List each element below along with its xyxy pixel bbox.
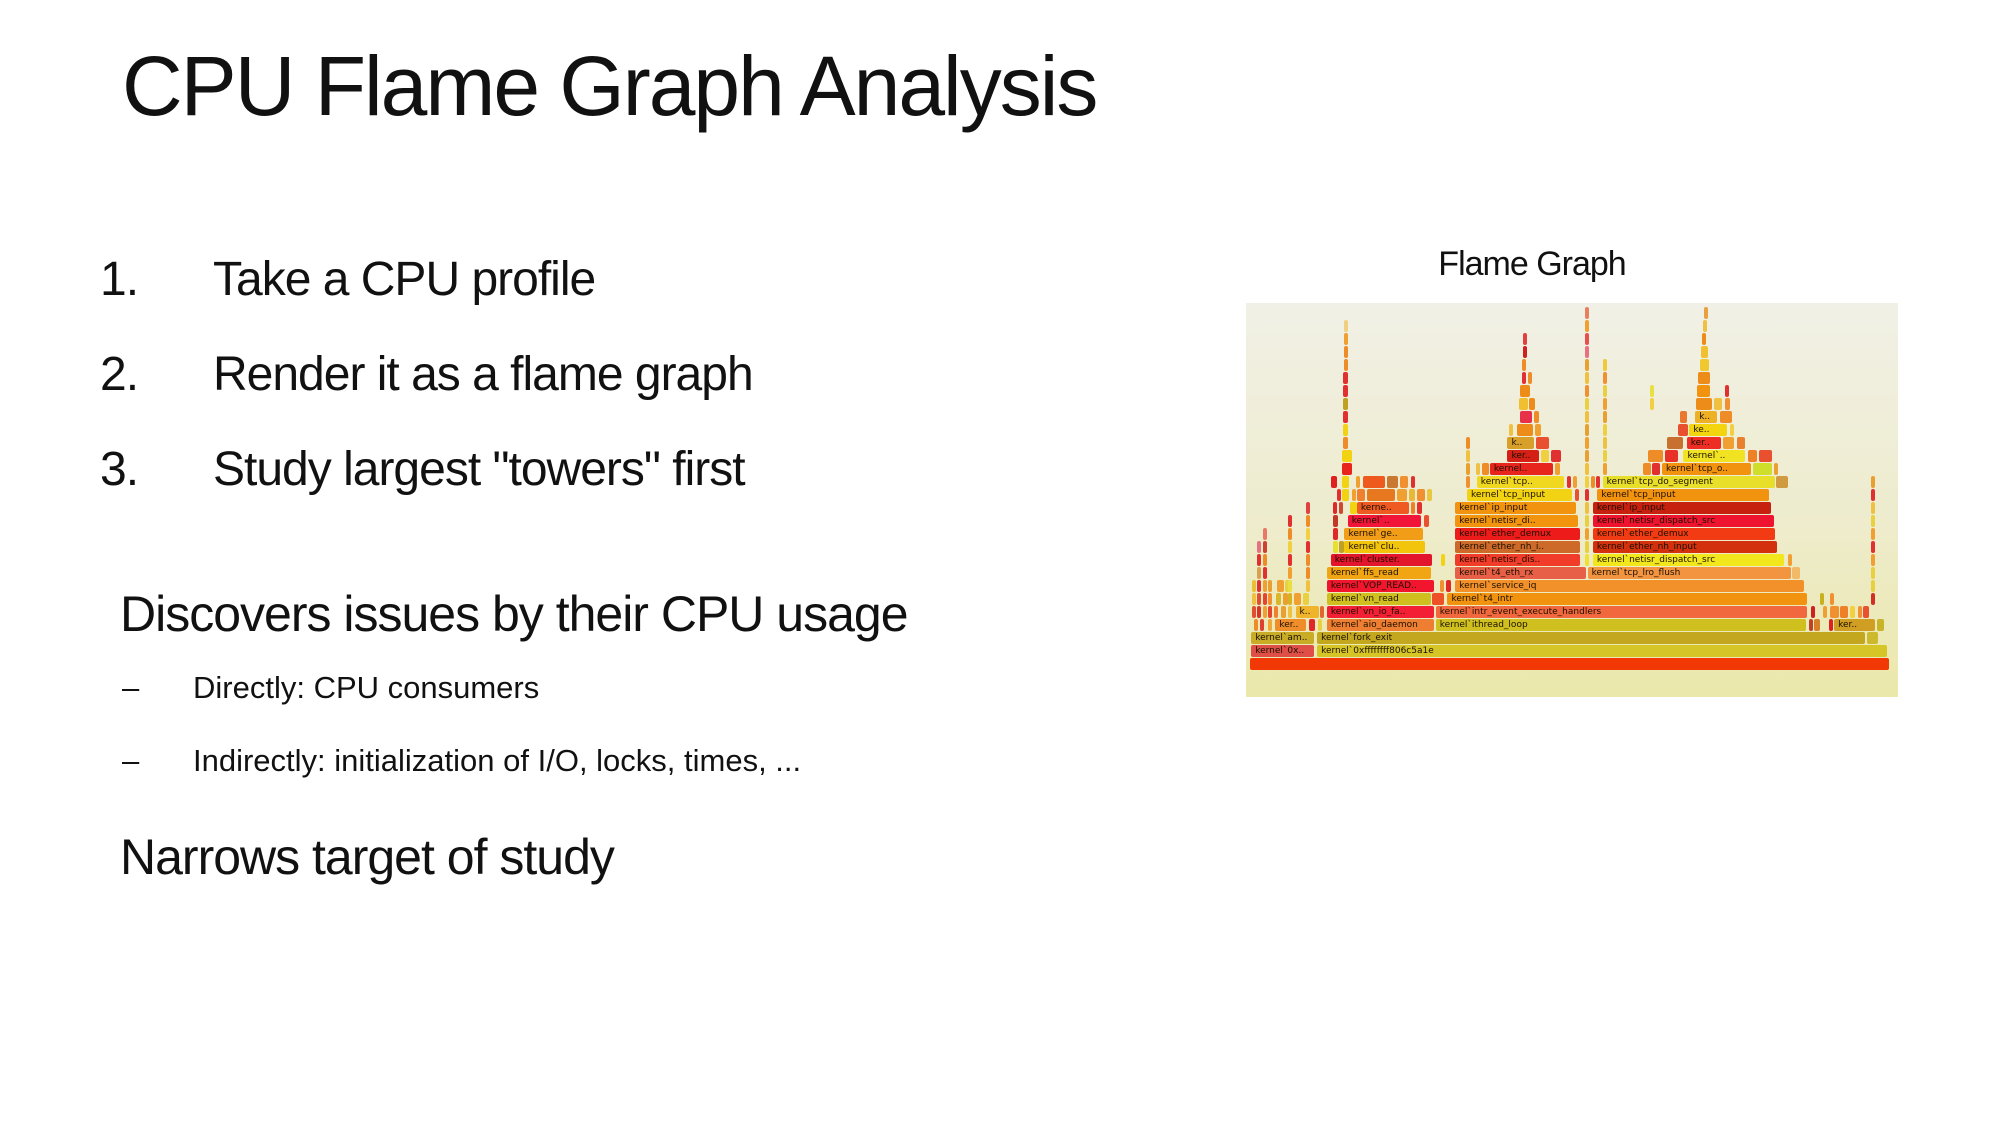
flame-frame: ker.. [1275,619,1306,631]
flame-frame: kernel`intr_event_execute_handlers [1436,606,1808,618]
step-number: 3. [100,443,139,496]
flame-frame [1650,385,1654,397]
flame-frame [1306,541,1310,553]
subheading-narrows: Narrows target of study [120,829,614,885]
flame-frame [1774,463,1778,475]
flame-frame: kerne.. [1357,502,1409,514]
flame-frame [1257,580,1261,592]
flame-frame [1585,450,1589,462]
flame-frame [1871,515,1875,527]
flame-frame [1871,502,1875,514]
flame-frame [1585,502,1589,514]
flame-frame [1603,450,1607,462]
flame-frame [1534,411,1539,423]
flame-frame [1700,359,1709,371]
flame-frame [1441,554,1445,566]
flame-frame: kernel`service_iq [1455,580,1804,592]
flame-frame [1648,450,1662,462]
flame-frame [1665,450,1678,462]
flame-frame [1585,307,1589,319]
flame-frame [1466,463,1470,475]
flame-frame [1427,489,1432,501]
flame-frame [1680,411,1687,423]
flame-frame [1344,333,1348,345]
flame-frame [1281,606,1286,618]
flame-frame: ker.. [1687,437,1721,449]
flame-frame [1871,554,1875,566]
flame-frame [1424,515,1429,527]
flame-frame [1820,593,1824,605]
flame-frame: kernel`.. [1348,515,1421,527]
flame-frame: kernel`ether_nh_input [1593,541,1778,553]
flame-frame [1585,359,1589,371]
flame-frame [1591,476,1595,488]
flame-frame [1288,606,1293,618]
flame-graph [1246,303,1898,697]
flame-frame [1730,424,1735,436]
flame-frame [1260,619,1264,631]
flame-frame: kernel`ffs_read [1327,567,1431,579]
flame-frame: kernel`netisr_dispatch_src [1593,554,1784,566]
flame-frame [1725,398,1730,410]
flame-frame [1585,398,1589,410]
flame-frame [1306,515,1310,527]
flame-frame [1257,606,1261,618]
flame-frame: kernel`0x.. [1251,645,1314,657]
flame-frame [1714,398,1722,410]
flame-frame [1551,450,1561,462]
flame-frame [1343,424,1348,436]
dash-bullet-marker: – [122,670,140,705]
flame-frame [1529,398,1536,410]
flame-frame [1585,372,1589,384]
flame-frame [1522,359,1526,371]
flame-frame [1528,372,1532,384]
flame-frame [1344,320,1348,332]
flame-frame [1702,333,1706,345]
flame-frame [1263,593,1267,605]
flame-frame: kernel`am.. [1251,632,1314,644]
flame-frame: kernel`ether_nh_i.. [1455,541,1580,553]
flame-frame [1333,502,1337,514]
step-item-3 [0,442,1100,508]
step-text: Study largest "towers" first [213,443,745,496]
flame-frame [1257,593,1261,605]
flame-frame [1333,515,1338,527]
flame-frame [1725,385,1729,397]
flame-frame [1830,593,1834,605]
flame-frame [1520,411,1532,423]
flame-frame [1306,528,1310,540]
flame-frame [1252,606,1256,618]
flame-frame: k.. [1296,606,1319,618]
flame-frame [1320,606,1324,618]
bullet-text: Directly: CPU consumers [193,670,540,705]
step-item-2 [0,347,1100,413]
flame-frame [1466,476,1470,488]
flame-frame [1288,515,1292,527]
flame-frame [1830,606,1839,618]
flame-frame [1263,528,1267,540]
flame-frame [1343,411,1348,423]
flame-frame: ke.. [1689,424,1727,436]
flame-frame [1585,489,1589,501]
flame-frame [1652,463,1660,475]
flame-frame [1703,320,1707,332]
flame-frame [1519,398,1528,410]
flame-frame [1535,424,1541,436]
flame-frame [1585,463,1589,475]
flame-frame [1250,658,1889,670]
flame-frame [1263,606,1267,618]
flame-frame: kernel`cluster. [1331,554,1432,566]
flame-frame [1701,346,1708,358]
flame-frame [1871,580,1875,592]
flame-frame: kernel`vn_read [1327,593,1431,605]
flame-frame [1288,567,1292,579]
flame-frame: kernel`clu.. [1344,541,1425,553]
flame-frame: kernel`ge.. [1344,528,1423,540]
flame-frame [1263,567,1267,579]
flame-frame [1603,411,1607,423]
flame-frame [1829,619,1833,631]
flame-frame [1850,606,1855,618]
flame-frame [1509,424,1513,436]
flame-frame [1446,580,1451,592]
flame-frame [1350,502,1357,514]
flame-frame [1697,385,1710,397]
flame-frame: k.. [1695,411,1717,423]
slide-title: CPU Flame Graph Analysis [122,39,1097,133]
flame-frame [1704,307,1708,319]
flame-frame [1596,476,1600,488]
flame-frame [1400,476,1408,488]
flame-frame [1343,398,1348,410]
flame-frame [1476,463,1480,475]
flame-frame [1331,476,1336,488]
flame-frame [1877,619,1884,631]
flame-frame [1363,476,1385,488]
flame-frame [1753,463,1773,475]
flame-frame [1871,567,1875,579]
flame-frame: kernel`tcp.. [1477,476,1564,488]
flame-frame [1536,437,1549,449]
flame-frame [1268,580,1272,592]
flame-frame [1342,476,1349,488]
flame-frame: ker.. [1834,619,1875,631]
flame-frame [1288,554,1292,566]
flame-frame [1344,359,1348,371]
flame-frame [1387,476,1398,488]
flame-frame [1759,450,1772,462]
flame-frame [1603,385,1607,397]
flame-frame [1411,502,1415,514]
flame-frame [1252,580,1256,592]
flame-frame: kernel`tcp_input [1597,489,1768,501]
flame-frame: kernel`t4_intr [1447,593,1807,605]
flame-frame [1871,593,1875,605]
flame-frame [1603,437,1607,449]
flame-frame [1567,476,1572,488]
flame-frame [1257,554,1261,566]
flame-frame [1776,476,1788,488]
flame-frame [1263,580,1267,592]
flame-frame: kernel`netisr_di.. [1455,515,1578,527]
flame-frame: kernel`ip_input [1593,502,1771,514]
flame-frame [1863,606,1869,618]
flame-frame [1585,333,1589,345]
flame-frame [1254,619,1258,631]
flame-frame [1523,346,1527,358]
flame-frame: kernel`ether_demux [1455,528,1580,540]
flame-frame [1585,346,1589,358]
step-item-1 [0,252,1100,318]
flame-frame [1667,437,1684,449]
flame-frame [1288,580,1292,592]
bullet-indirectly [0,743,1100,787]
flame-frame [1339,502,1343,514]
flame-frame [1343,437,1348,449]
flame-frame: kernel`t4_eth_rx [1455,567,1585,579]
flame-frame [1466,450,1470,462]
flame-frame [1678,424,1688,436]
flame-frame [1788,554,1792,566]
flame-frame: kernel`aio_daemon [1327,619,1435,631]
flame-frame [1814,619,1821,631]
flame-frame [1871,476,1875,488]
flame-frame: kernel`ip_input [1455,502,1576,514]
step-text: Take a CPU profile [213,253,596,306]
flame-frame [1306,580,1310,592]
flame-frame [1466,437,1470,449]
flame-frame [1283,593,1288,605]
flame-frame [1342,450,1351,462]
flame-frame [1871,489,1875,501]
flame-frame [1748,450,1757,462]
flame-frame [1585,541,1589,553]
flame-frame [1440,580,1445,592]
flame-frame [1867,632,1878,644]
dash-bullet-marker: – [122,743,140,778]
subheading-discovers: Discovers issues by their CPU usage [120,586,908,642]
flame-frame [1357,489,1364,501]
flame-frame [1520,385,1529,397]
flame-frame: kernel`.. [1683,450,1745,462]
flame-frame: kernel`netisr_dis.. [1455,554,1580,566]
flame-frame [1409,489,1415,501]
flame-frame [1482,463,1489,475]
flame-frame: kernel`vn_io_fa.. [1327,606,1435,618]
flame-frame [1257,541,1261,553]
flame-frame [1585,320,1589,332]
flame-frame: k.. [1507,437,1533,449]
flame-frame [1573,476,1577,488]
flame-frame [1252,593,1256,605]
flame-frame [1274,606,1278,618]
flame-frame: kernel`ithread_loop [1436,619,1806,631]
flame-frame [1541,450,1549,462]
flame-frame: kernel`tcp_do_segment [1603,476,1775,488]
flame-frame [1367,489,1396,501]
flame-frame [1840,606,1848,618]
flame-frame [1288,528,1292,540]
step-number: 1. [100,253,139,306]
flame-frame [1303,593,1309,605]
flame-frame: kernel`0xffffffff806c5a1e [1317,645,1887,657]
flame-frame [1417,502,1422,514]
flame-frame: kernel`fork_exit [1317,632,1865,644]
flame-frame [1268,593,1272,605]
flame-frame [1650,398,1654,410]
flame-frame [1343,372,1348,384]
step-number: 2. [100,348,139,401]
flame-frame [1603,424,1607,436]
flame-frame [1585,411,1589,423]
flame-frame [1397,489,1407,501]
flame-frame [1555,463,1560,475]
flame-frame [1871,528,1875,540]
flame-frame [1698,372,1709,384]
flame-frame [1277,580,1284,592]
flame-frame: kernel`VOP_READ.. [1327,580,1435,592]
flame-frame [1306,554,1310,566]
flame-frame [1263,541,1267,553]
flame-frame [1858,606,1862,618]
flame-frame [1318,619,1322,631]
bullet-directly [0,670,1100,714]
flame-frame [1603,463,1607,475]
flame-frame [1585,554,1589,566]
flame-frame [1585,528,1589,540]
flame-frame [1585,385,1589,397]
flame-frame [1720,411,1732,423]
flame-frame [1268,606,1272,618]
flame-frame [1585,437,1589,449]
flame-frame [1339,541,1344,553]
flame-frame [1344,346,1348,358]
flame-frame [1522,372,1527,384]
flame-frame [1723,437,1735,449]
flame-frame [1257,567,1261,579]
flame-frame [1288,593,1292,605]
flame-frame: kernel`tcp_o.. [1662,463,1751,475]
flame-frame [1333,528,1338,540]
flame-frame [1356,476,1360,488]
flame-frame [1792,567,1800,579]
flame-frame: kernel`netisr_dispatch_src [1593,515,1774,527]
flame-frame [1823,606,1827,618]
flame-frame [1643,463,1651,475]
flame-frame: ker.. [1507,450,1539,462]
flame-frame [1342,489,1349,501]
flame-frame [1603,372,1607,384]
bullet-text: Indirectly: initialization of I/O, locks, times, ... [193,743,802,778]
flame-frame [1517,424,1533,436]
flame-frame [1337,489,1341,501]
flame-frame [1523,333,1527,345]
flame-frame [1333,541,1338,553]
flame-frame: kernel`ether_demux [1593,528,1776,540]
flame-frame [1288,541,1292,553]
flame-frame [1585,476,1589,488]
flame-frame [1343,385,1348,397]
flame-frame [1417,489,1425,501]
flame-frame [1276,593,1281,605]
flame-frame [1811,606,1815,618]
flame-frame: kernel.. [1490,463,1553,475]
flame-frame [1696,398,1712,410]
flame-frame [1306,502,1310,514]
flame-frame [1432,593,1444,605]
flame-frame [1603,359,1607,371]
flame-frame [1585,424,1589,436]
flame-frame [1309,619,1315,631]
flame-graph-caption: Flame Graph [1438,245,1626,283]
flame-frame [1871,541,1875,553]
flame-frame [1809,619,1813,631]
flame-frame [1603,398,1607,410]
flame-frame [1268,619,1272,631]
flame-frame: kernel`tcp_lro_flush [1588,567,1791,579]
step-text: Render it as a flame graph [213,348,753,401]
flame-frame [1352,489,1356,501]
flame-frame [1737,437,1745,449]
flame-frame [1342,463,1351,475]
flame-frame [1294,593,1302,605]
flame-frame [1306,567,1310,579]
flame-frame [1585,515,1589,527]
flame-frame [1575,489,1579,501]
flame-frame [1263,554,1267,566]
flame-frame [1411,476,1415,488]
flame-frame: kernel`tcp_input [1467,489,1572,501]
